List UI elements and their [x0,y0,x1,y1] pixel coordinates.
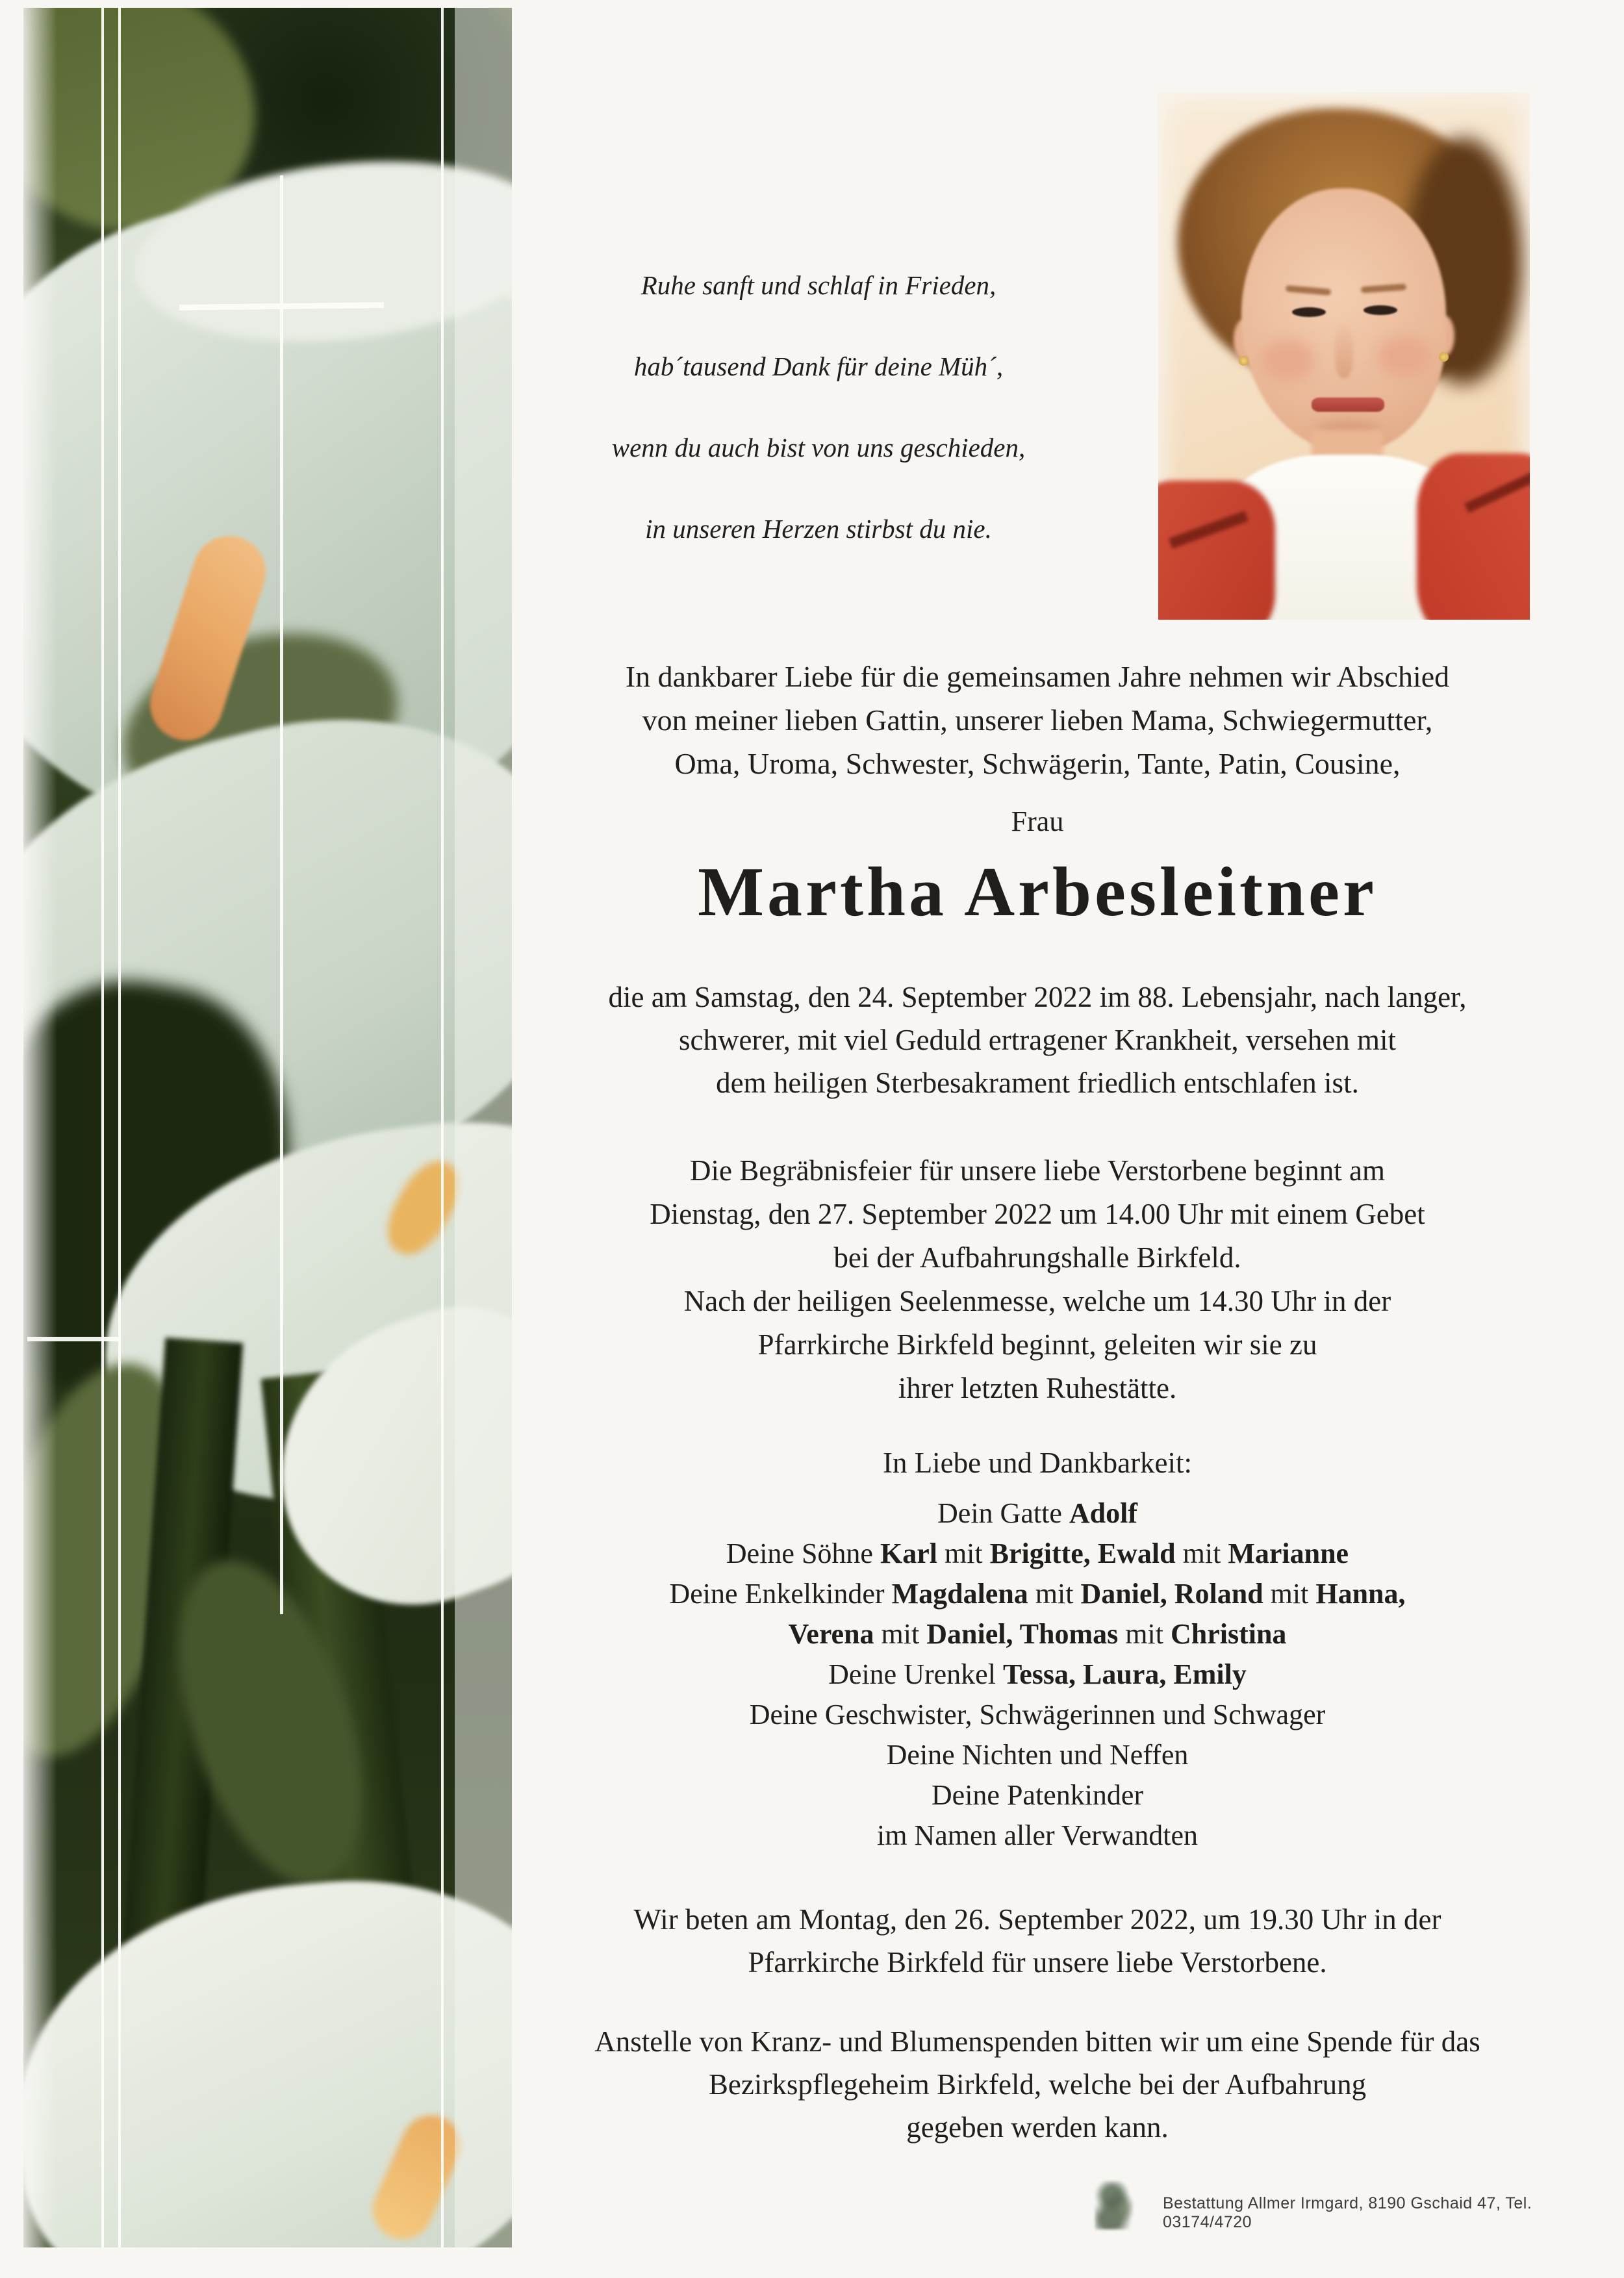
prayer-line: Pfarrkirche Birkfeld für unsere liebe Verstorbene. [748,1946,1327,1979]
portrait-nose [1335,325,1353,378]
family-line: Deine Urenkel Tessa, Laura, Emily [828,1658,1247,1690]
portrait-photo [1158,92,1530,620]
funeral-info-line: Pfarrkirche Birkfeld beginnt, geleiten wir sie zu [757,1328,1317,1361]
photo-edge-wash [23,8,57,2247]
portrait-cheek [1378,336,1431,377]
deceased-name: Martha Arbesleitner [698,854,1377,931]
death-notice-line: die am Samstag, den 24. September 2022 im 88. Lebensjahr, nach langer, [608,981,1467,1013]
prayer-line: Wir beten am Montag, den 26. September 2022, um 19.30 Uhr in der [633,1903,1441,1936]
family-line: Dein Gatte Adolf [937,1497,1137,1529]
poem-line: Ruhe sanft und schlaf in Frieden, [641,270,996,300]
donation-line: gegeben werden kann. [906,2111,1169,2144]
portrait-mouth [1312,398,1384,412]
calla-lily-photo-strip [23,8,512,2247]
funeral-info-line: bei der Aufbahrungshalle Birkfeld. [833,1241,1241,1274]
portrait-face [1241,188,1446,451]
portrait-earring [1239,356,1249,366]
poem-line: hab´tausend Dank für deine Müh´, [633,351,1004,381]
poem-line: in unseren Herzen stirbst du nie. [645,514,992,544]
funeral-info-paragraph [513,1149,1562,1410]
poem [513,245,1124,570]
gratitude-heading: In Liebe und Dankbarkeit: [882,1447,1193,1479]
family-line: Deine Söhne Karl mit Brigitte, Ewald mit Marianne [726,1538,1349,1569]
cross-vertical-line [280,175,283,1614]
funeral-home-logo-icon [1095,2181,1133,2229]
family-line: Deine Geschwister, Schwägerinnen und Schwager [749,1699,1326,1730]
prayer-paragraph [513,1898,1562,1984]
donation-line: Bezirkspflegeheim Birkfeld, welche bei der Aufbahrung [708,2068,1367,2101]
poem-line: wenn du auch bist von uns geschieden, [611,433,1026,462]
intro-line: In dankbarer Liebe für die gemeinsamen Jahre nehmen wir Abschied [625,660,1450,693]
funeral-home-info: Bestattung Allmer Irmgard, 8190 Gschaid 47, Tel. 03174/4720 [1163,2194,1532,2231]
intro-paragraph [513,655,1562,785]
portrait-cheek [1261,340,1314,381]
death-notice-line: dem heiligen Sterbesakrament friedlich entschlafen ist. [716,1067,1359,1099]
death-notice-line: schwerer, mit viel Geduld ertragener Krankheit, versehen mit [678,1024,1397,1056]
portrait-eye [1292,307,1326,317]
family-line: im Namen aller Verwandten [876,1819,1198,1851]
decorative-vertical-line [101,8,104,2247]
portrait-earring [1439,352,1449,362]
funeral-info-line: ihrer letzten Ruhestätte. [898,1372,1177,1404]
funeral-info-line: Dienstag, den 27. September 2022 um 14.00 Uhr mit einem Gebet [650,1198,1425,1230]
decorative-horizontal-line [27,1337,120,1341]
salutation: Frau [1011,805,1064,837]
donation-paragraph [513,2020,1562,2149]
donation-line: Anstelle von Kranz- und Blumenspenden bitten wir um eine Spende für das [594,2025,1480,2058]
family-line: Deine Enkelkinder Magdalena mit Daniel, Roland mit Hanna, [669,1578,1406,1610]
portrait-jacket [1417,453,1530,620]
translucent-band-overlay [455,8,512,2247]
decorative-vertical-line [118,8,121,2247]
portrait-jacket [1158,481,1275,620]
portrait-eye [1364,305,1397,315]
family-line: Verena mit Daniel, Thomas mit Christina [788,1618,1287,1650]
intro-line: Oma, Uroma, Schwester, Schwägerin, Tante, Patin, Cousine, [674,747,1401,780]
intro-line: von meiner lieben Gattin, unserer lieben Mama, Schwiegermutter, [642,703,1433,737]
death-notice-paragraph [513,976,1562,1104]
family-list [513,1493,1562,1856]
funeral-info-line: Die Begräbnisfeier für unsere liebe Verstorbene beginnt am [689,1154,1386,1187]
family-line: Deine Nichten und Neffen [886,1739,1189,1771]
decorative-vertical-line [441,8,444,2247]
funeral-info-line: Nach der heiligen Seelenmesse, welche um 14.30 Uhr in der [683,1285,1391,1317]
family-line: Deine Patenkinder [931,1779,1144,1811]
